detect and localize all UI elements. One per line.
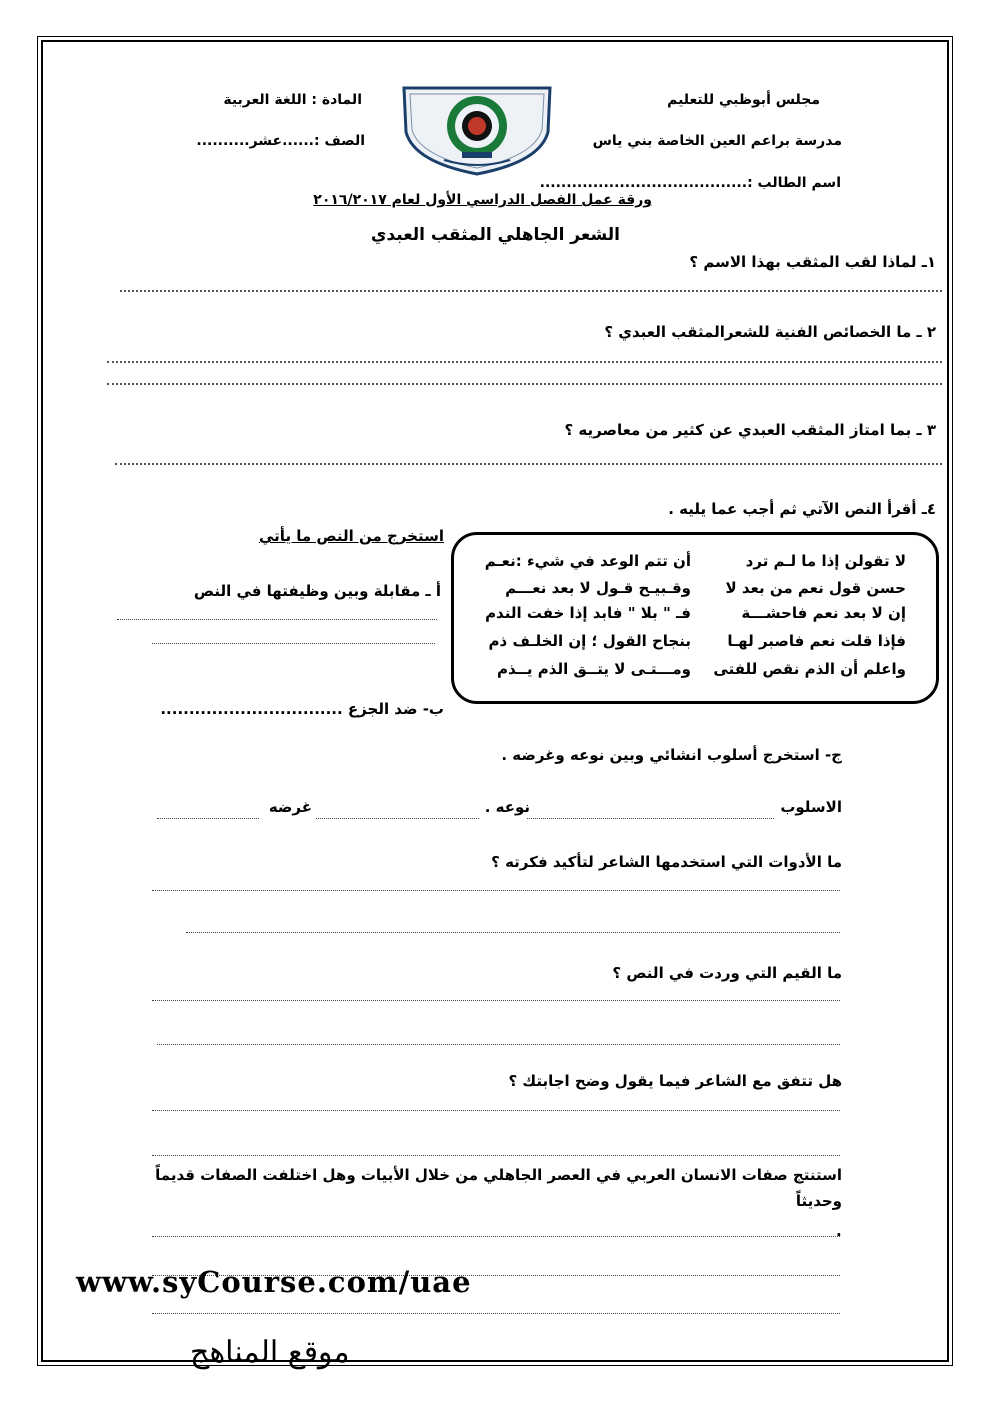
poem-line-4-right: فإذا قلت نعم فاصبر لهـا	[727, 632, 906, 650]
answer-line[interactable]	[157, 1044, 840, 1045]
poem-line-3-left: فـ " بلا " فابد إذا خفت الندم	[485, 604, 691, 622]
poem-line-2-right: حسن قول نعم من بعد لا	[725, 579, 906, 597]
answer-line[interactable]	[157, 818, 259, 819]
answer-line[interactable]	[186, 932, 840, 933]
extract-a: أ ـ مقابلة وبين وظيفتها في النص	[193, 582, 441, 600]
answer-line[interactable]	[152, 643, 435, 644]
purpose-label: غرضه	[268, 798, 312, 816]
question-3: ٣ ـ بما امتاز المثقب العبدي عن كثير من معاصريه ؟	[564, 421, 936, 439]
grade-field[interactable]: الصف :......عشر..........	[196, 133, 365, 149]
poem-line-2-left: وقـبيـح قـول لا بعد نعـــم	[505, 579, 691, 597]
answer-line[interactable]	[152, 1000, 840, 1001]
question-4: ٤ـ أقرأ النص الآتي ثم أجب عما يليه .	[668, 500, 936, 518]
student-name-field[interactable]: اسم الطالب :.......................................	[539, 175, 841, 191]
answer-line[interactable]	[152, 1110, 840, 1111]
extract-c: ج- استخرج أسلوب انشائي وبين نوعه وغرضه .	[501, 746, 842, 764]
answer-line[interactable]	[152, 1236, 840, 1237]
answer-line[interactable]	[117, 619, 437, 620]
poem-line-3-right: إن لا بعد نعم فاحشـــة	[741, 604, 906, 622]
extract-b[interactable]: ب- ضد الجزع ................................	[160, 700, 444, 718]
council-name: مجلس أبوظبي للتعليم	[667, 92, 820, 108]
worksheet-subtitle: ورقة عمل الفصل الدراسي الأول لعام ٢٠١٦/٢٠١٧	[313, 192, 652, 208]
style-label: الاسلوب	[780, 798, 842, 816]
poem-line-5-right: واعلم أن الذم نقص للفتى	[713, 660, 906, 678]
question-values: ما القيم التي وردت في النص ؟	[612, 964, 842, 982]
answer-line[interactable]	[115, 463, 942, 465]
answer-line[interactable]	[120, 290, 942, 292]
poem-line-1-left: أن تتم الوعد في شيء :نعـم	[484, 552, 691, 570]
question-1: ١ـ لماذا لقب المثقب بهذا الاسم ؟	[689, 253, 936, 271]
poem-line-4-left: بنجاح القول ؛ إن الخلـف ذم	[488, 632, 691, 650]
question-agree: هل تتفق مع الشاعر فيما يقول وضح اجابتك ؟	[508, 1072, 842, 1090]
extract-heading: استخرج من النص ما يأتي	[259, 527, 444, 545]
period-mark: .	[836, 1222, 842, 1240]
website-url[interactable]: www.syCourse.com/uae	[76, 1265, 472, 1299]
answer-line[interactable]	[152, 1313, 840, 1314]
answer-line[interactable]	[152, 890, 840, 891]
answer-line[interactable]	[152, 1155, 840, 1156]
answer-line[interactable]	[107, 361, 942, 363]
answer-line[interactable]	[316, 818, 479, 819]
school-logo	[400, 82, 554, 176]
type-label: نوعه .	[484, 798, 530, 816]
school-name: مدرسة براعم العين الخاصة بني ياس	[592, 133, 842, 149]
answer-line[interactable]	[527, 818, 774, 819]
question-tools: ما الأدوات التي استخدمها الشاعر لتأكيد فكرته ؟	[491, 853, 842, 871]
poem-line-5-left: ومـــتـى لا يتــق الذم يــذم	[497, 660, 691, 678]
site-signature: موقع المناهج	[190, 1335, 350, 1370]
subject-label: المادة : اللغة العربية	[223, 92, 362, 108]
worksheet-title: الشعر الجاهلي المثقب العبدي	[370, 225, 620, 245]
question-conclude: استنتج صفات الانسان العربي في العصر الجاهلي من خلال الأبيات وهل اختلفت الصفات قديماً وحديثاً	[155, 1166, 842, 1210]
poem-line-1-right: لا تقولن إذا ما لـم ترد	[745, 552, 906, 570]
question-2: ٢ ـ ما الخصائص الفنية للشعرالمثقب العبدي ؟	[604, 323, 936, 341]
answer-line[interactable]	[107, 383, 942, 385]
